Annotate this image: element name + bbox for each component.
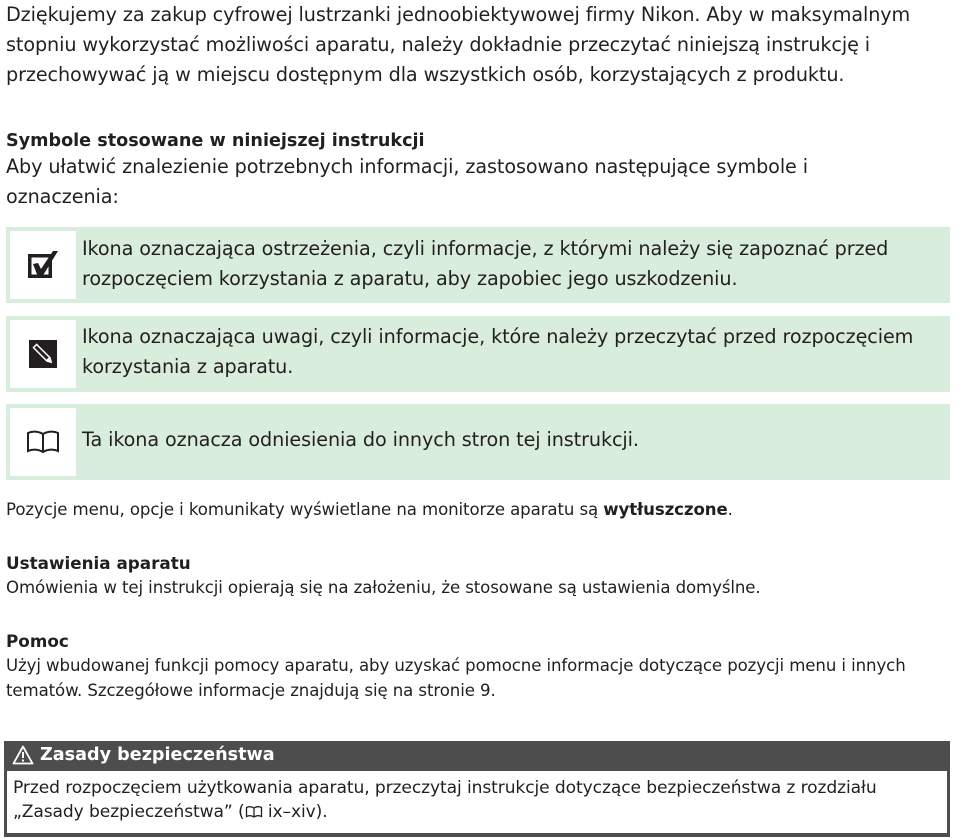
help-text: Użyj wbudowanej funkcji pomocy aparatu, aby uzyskać pomocne informacje dotyczące pozycji menu i innych tematów. Szczegółowe informacje znajdują się na stronie 9. bbox=[6, 656, 906, 700]
warning-triangle-icon bbox=[12, 745, 34, 765]
menu-note-text: Pozycje menu, opcje i komunikaty wyświetlane na monitorze aparatu są bbox=[6, 500, 604, 519]
caution-notice bbox=[6, 227, 950, 303]
pencil-note-icon bbox=[26, 337, 60, 371]
safety-header bbox=[12, 741, 275, 769]
safety-box bbox=[4, 741, 950, 837]
symbols-title: Symbole stosowane w niniejszej instrukcji bbox=[6, 131, 425, 151]
safety-title: Zasady bezpieczeństwa bbox=[40, 745, 275, 765]
safety-text bbox=[7, 771, 947, 833]
reference-icon-box bbox=[10, 408, 76, 476]
book-reference-icon bbox=[25, 429, 61, 455]
camera-settings-title: Ustawienia aparatu bbox=[6, 553, 191, 573]
menu-note-end: . bbox=[727, 500, 733, 519]
reference-notice bbox=[6, 404, 950, 480]
caution-text: Ikona oznaczająca ostrzeżenia, czyli informacje, z którymi należy się zapoznać przed rozpoczęciem korzystania z aparatu, aby zapobiec jego uszkodzeniu. bbox=[82, 237, 889, 290]
caution-icon-box bbox=[10, 231, 76, 299]
menu-note-bold: wytłuszczone bbox=[603, 500, 728, 519]
reference-text: Ta ikona oznacza odniesienia do innych stron tej instrukcji. bbox=[82, 428, 639, 451]
safety-page-ref: ix–xiv). bbox=[262, 802, 328, 822]
safety-text-main: Przed rozpoczęciem użytkowania aparatu, przeczytaj instrukcje dotyczące bezpieczeństwa z rozdziału „Zasady bezpieczeństwa” ( bbox=[13, 778, 877, 822]
note-text: Ikona oznaczająca uwagi, czyli informacje, które należy przeczytać przed rozpoczęciem korzystania z aparatu. bbox=[82, 325, 914, 378]
camera-settings-text: Omówienia w tej instrukcji opierają się na założeniu, że stosowane są ustawienia domyślne. bbox=[6, 578, 761, 597]
note-icon-box bbox=[10, 320, 76, 388]
book-reference-icon bbox=[245, 805, 263, 819]
intro-paragraph: Dziękujemy za zakup cyfrowej lustrzanki jednoobiektywowej firmy Nikon. Aby w maksymalnym stopniu wykorzystać możliwości aparatu, należy dokładnie przeczytać niniejszą instrukcję i przechowywać ją w miejscu dostępnym dla wszystkich osób, korzystających z produktu. bbox=[6, 3, 911, 86]
symbols-description: Aby ułatwić znalezienie potrzebnych informacji, zastosowano następujące symbole i oznaczenia: bbox=[6, 155, 808, 208]
menu-note-paragraph bbox=[6, 497, 946, 522]
note-notice bbox=[6, 316, 950, 392]
help-title: Pomoc bbox=[6, 631, 69, 651]
checkmark-caution-icon bbox=[26, 248, 60, 282]
